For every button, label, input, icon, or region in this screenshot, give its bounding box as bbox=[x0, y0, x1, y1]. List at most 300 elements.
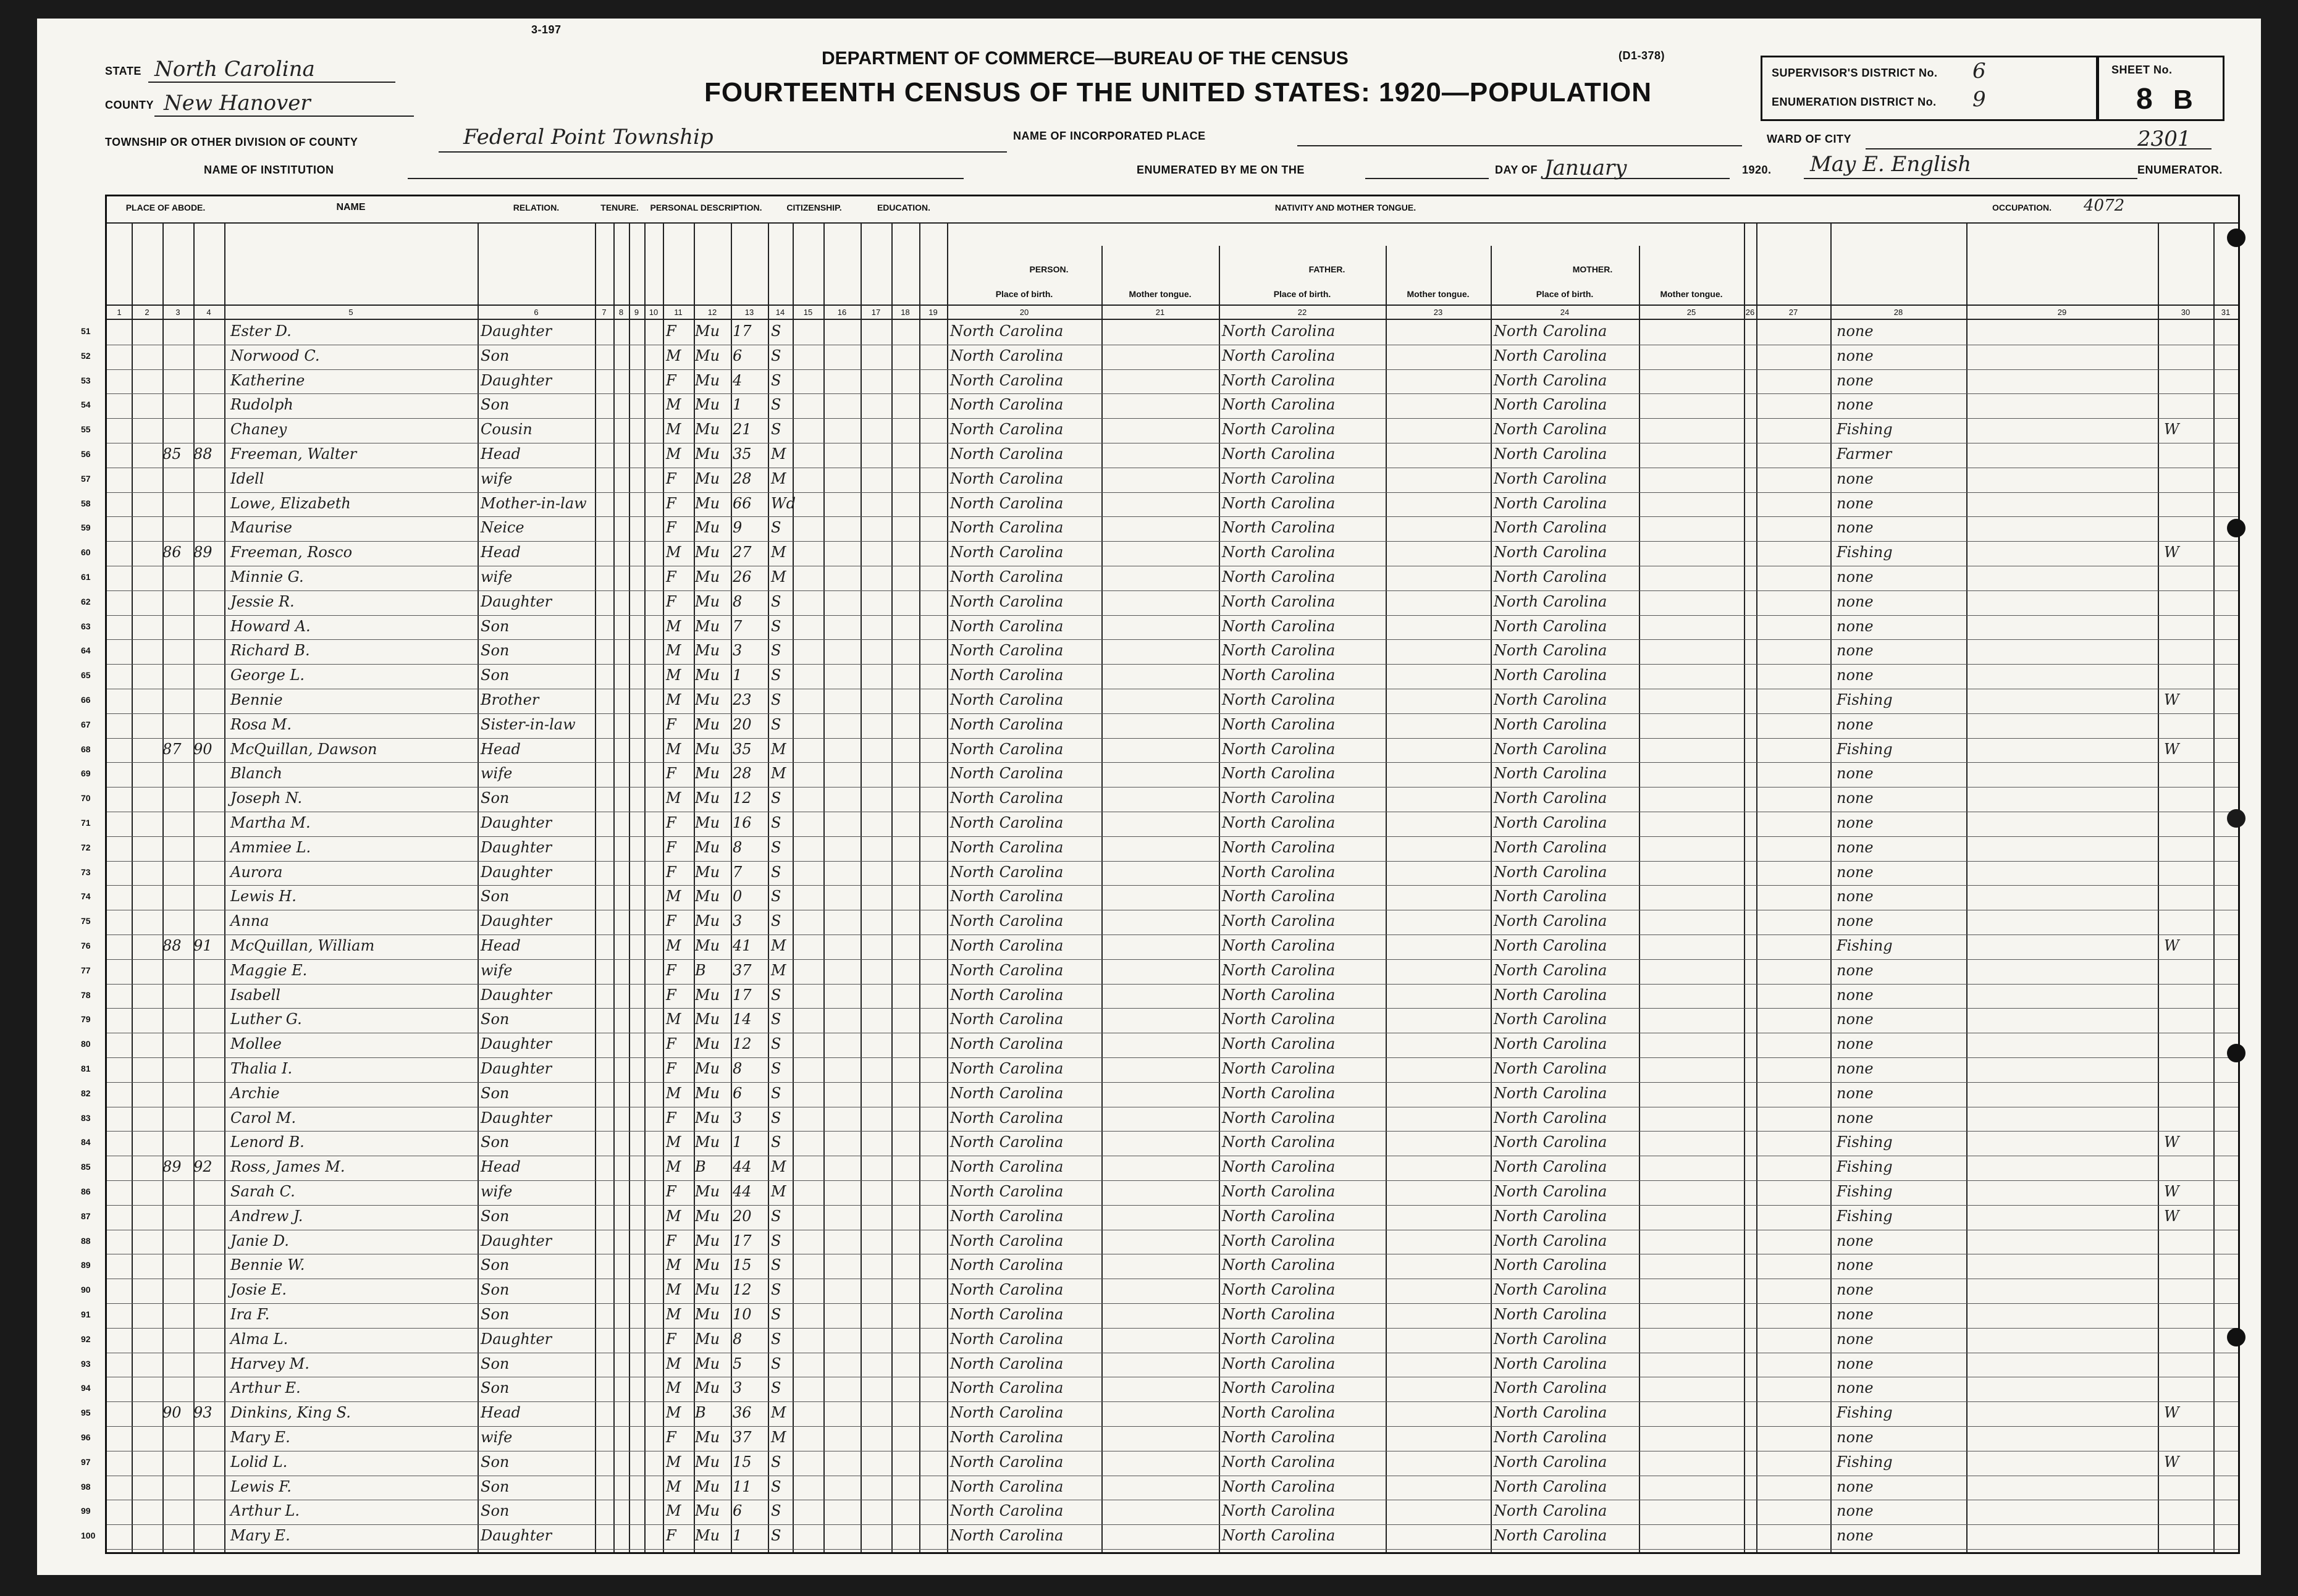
row-number: 55 bbox=[81, 424, 91, 435]
cell-pob: North Carolina bbox=[950, 1379, 1064, 1397]
cell-name: Howard A. bbox=[230, 617, 311, 635]
cell-race: Mu bbox=[695, 1207, 720, 1225]
cell-sex: F bbox=[666, 765, 676, 783]
cell-sex: M bbox=[666, 1256, 681, 1274]
cell-occ: none bbox=[1837, 986, 1874, 1004]
column-number: 28 bbox=[1893, 308, 1903, 317]
cell-pob: North Carolina bbox=[950, 715, 1064, 733]
cell-rel: wife bbox=[481, 961, 513, 979]
cell-rel: Daughter bbox=[481, 322, 552, 340]
binder-hole bbox=[2227, 809, 2245, 828]
cell-sex: M bbox=[666, 346, 681, 364]
row-number: 80 bbox=[81, 1039, 91, 1049]
row-number: 53 bbox=[81, 375, 91, 385]
sheet-box bbox=[2097, 56, 2224, 121]
cell-sex: M bbox=[666, 937, 681, 954]
cell-fpob: North Carolina bbox=[1222, 715, 1336, 733]
cell-fpob: North Carolina bbox=[1222, 1379, 1336, 1397]
cell-fpob: North Carolina bbox=[1222, 396, 1336, 414]
cell-ms: S bbox=[771, 1453, 781, 1471]
cell-pob: North Carolina bbox=[950, 1183, 1064, 1200]
cell-ms: S bbox=[771, 1035, 781, 1053]
cell-mpob: North Carolina bbox=[1494, 1183, 1607, 1200]
cell-rel: Head bbox=[481, 937, 521, 954]
cell-age: 44 bbox=[733, 1158, 752, 1176]
cell-pob: North Carolina bbox=[950, 1109, 1064, 1127]
township-underline bbox=[439, 151, 1007, 153]
cell-rel: Daughter bbox=[481, 912, 552, 930]
cell-fpob: North Carolina bbox=[1222, 1306, 1336, 1323]
subsection-person: PERSON. bbox=[1029, 264, 1069, 274]
cell-rel: Daughter bbox=[481, 1232, 552, 1250]
cell-pob: North Carolina bbox=[950, 1330, 1064, 1348]
cell-age: 20 bbox=[733, 715, 752, 733]
cell-sex: F bbox=[666, 961, 676, 979]
column-number: 17 bbox=[871, 308, 881, 317]
cell-race: Mu bbox=[695, 617, 720, 635]
cell-pob: North Carolina bbox=[950, 519, 1064, 537]
cell-race: Mu bbox=[695, 1453, 720, 1471]
cell-race: Mu bbox=[695, 1477, 720, 1495]
column-number: 5 bbox=[348, 308, 353, 317]
cell-age: 20 bbox=[733, 1207, 752, 1225]
occupation-stamp: 4072 bbox=[2084, 196, 2125, 215]
cell-age: 4 bbox=[733, 371, 743, 389]
cell-race: Mu bbox=[695, 1010, 720, 1028]
cell-fpob: North Carolina bbox=[1222, 1232, 1336, 1250]
cell-sex: F bbox=[666, 494, 676, 512]
cell-ind: W bbox=[2164, 544, 2179, 561]
column-number: 8 bbox=[618, 308, 624, 317]
cell-mpob: North Carolina bbox=[1494, 346, 1607, 364]
cell-race: Mu bbox=[695, 1306, 720, 1323]
cell-race: Mu bbox=[695, 666, 720, 684]
cell-mpob: North Carolina bbox=[1494, 1404, 1607, 1422]
cell-pob: North Carolina bbox=[950, 469, 1064, 487]
day-underline bbox=[1365, 178, 1489, 179]
cell-age: 28 bbox=[733, 765, 752, 783]
cell-rel: wife bbox=[481, 1183, 513, 1200]
cell-occ: Fishing bbox=[1837, 544, 1893, 561]
cell-mpob: North Carolina bbox=[1494, 1477, 1607, 1495]
column-number: 15 bbox=[803, 308, 813, 317]
cell-fam: 89 bbox=[193, 544, 213, 561]
cell-name: Thalia I. bbox=[230, 1060, 293, 1077]
cell-race: Mu bbox=[695, 912, 720, 930]
cell-race: Mu bbox=[695, 346, 720, 364]
incorporated-underline bbox=[1297, 145, 1742, 146]
column-line bbox=[1101, 246, 1103, 1552]
cell-rel: Head bbox=[481, 445, 521, 463]
cell-name: Martha M. bbox=[230, 814, 311, 831]
cell-race: Mu bbox=[695, 396, 720, 414]
cell-fpob: North Carolina bbox=[1222, 494, 1336, 512]
cell-pob: North Carolina bbox=[950, 1060, 1064, 1077]
cell-name: Carol M. bbox=[230, 1109, 297, 1127]
cell-occ: Fishing bbox=[1837, 937, 1893, 954]
cell-rel: Head bbox=[481, 1404, 521, 1422]
cell-fam: 91 bbox=[193, 937, 213, 954]
cell-age: 1 bbox=[733, 666, 743, 684]
cell-fpob: North Carolina bbox=[1222, 544, 1336, 561]
binder-hole bbox=[2227, 1044, 2245, 1062]
cell-age: 5 bbox=[733, 1354, 743, 1372]
cell-pob: North Carolina bbox=[950, 789, 1064, 807]
cell-mpob: North Carolina bbox=[1494, 986, 1607, 1004]
column-number: 21 bbox=[1155, 308, 1165, 317]
cell-name: Norwood C. bbox=[230, 346, 320, 364]
cell-sex: F bbox=[666, 1232, 676, 1250]
cell-name: Dinkins, King S. bbox=[230, 1404, 351, 1422]
column-number: 12 bbox=[707, 308, 717, 317]
cell-ms: M bbox=[771, 1183, 786, 1200]
cell-fam: 92 bbox=[193, 1158, 213, 1176]
cell-race: Mu bbox=[695, 1232, 720, 1250]
cell-ms: M bbox=[771, 937, 786, 954]
cell-name: Maurise bbox=[230, 519, 293, 537]
cell-name: Aurora bbox=[230, 863, 283, 881]
row-number: 82 bbox=[81, 1088, 91, 1098]
township-label: TOWNSHIP OR OTHER DIVISION OF COUNTY bbox=[105, 136, 358, 148]
cell-rel: Son bbox=[481, 1306, 510, 1323]
cell-race: Mu bbox=[695, 1527, 720, 1545]
row-number: 88 bbox=[81, 1235, 91, 1246]
row-number: 81 bbox=[81, 1064, 91, 1073]
cell-fpob: North Carolina bbox=[1222, 1060, 1336, 1077]
cell-sex: F bbox=[666, 592, 676, 610]
cell-occ: none bbox=[1837, 617, 1874, 635]
cell-rel: Daughter bbox=[481, 863, 552, 881]
cell-occ: none bbox=[1837, 592, 1874, 610]
sheet-letter: B bbox=[2173, 85, 2193, 115]
cell-rel: Son bbox=[481, 666, 510, 684]
cell-dw: 88 bbox=[162, 937, 182, 954]
cell-fpob: North Carolina bbox=[1222, 863, 1336, 881]
cell-pob: North Carolina bbox=[950, 814, 1064, 831]
cell-ms: S bbox=[771, 1133, 781, 1151]
cell-sex: F bbox=[666, 1183, 676, 1200]
cell-mpob: North Carolina bbox=[1494, 1354, 1607, 1372]
cell-dw: 90 bbox=[162, 1404, 182, 1422]
cell-fpob: North Carolina bbox=[1222, 1330, 1336, 1348]
cell-mpob: North Carolina bbox=[1494, 592, 1607, 610]
column-number: 23 bbox=[1433, 308, 1443, 317]
cell-pob: North Carolina bbox=[950, 322, 1064, 340]
cell-ind: W bbox=[2164, 691, 2179, 708]
header-divider bbox=[107, 304, 2238, 306]
cell-name: Ammiee L. bbox=[230, 838, 311, 856]
cell-sex: F bbox=[666, 814, 676, 831]
cell-mpob: North Carolina bbox=[1494, 1207, 1607, 1225]
cell-race: Mu bbox=[695, 592, 720, 610]
cell-age: 11 bbox=[733, 1477, 752, 1495]
cell-pob: North Carolina bbox=[950, 1232, 1064, 1250]
cell-sex: M bbox=[666, 1010, 681, 1028]
cell-mpob: North Carolina bbox=[1494, 1232, 1607, 1250]
cell-pob: North Carolina bbox=[950, 1207, 1064, 1225]
cell-race: Mu bbox=[695, 1084, 720, 1102]
cell-ms: S bbox=[771, 863, 781, 881]
cell-rel: Head bbox=[481, 1158, 521, 1176]
cell-name: Arthur E. bbox=[230, 1379, 301, 1397]
cell-sex: F bbox=[666, 986, 676, 1004]
cell-age: 12 bbox=[733, 789, 752, 807]
cell-fpob: North Carolina bbox=[1222, 1010, 1336, 1028]
cell-name: Mollee bbox=[230, 1035, 282, 1053]
cell-fam: 90 bbox=[193, 740, 213, 758]
cell-fpob: North Carolina bbox=[1222, 617, 1336, 635]
cell-age: 15 bbox=[733, 1453, 752, 1471]
cell-fpob: North Carolina bbox=[1222, 568, 1336, 586]
cell-fpob: North Carolina bbox=[1222, 1527, 1336, 1545]
cell-age: 12 bbox=[733, 1281, 752, 1299]
cell-age: 28 bbox=[733, 469, 752, 487]
row-number: 52 bbox=[81, 350, 91, 361]
cell-race: Mu bbox=[695, 469, 720, 487]
cell-age: 9 bbox=[733, 519, 743, 537]
cell-mpob: North Carolina bbox=[1494, 863, 1607, 881]
column-number: 19 bbox=[928, 308, 938, 317]
cell-pob: North Carolina bbox=[950, 765, 1064, 783]
cell-occ: Fishing bbox=[1837, 1404, 1893, 1422]
cell-rel: Son bbox=[481, 1133, 510, 1151]
cell-fpob: North Carolina bbox=[1222, 1207, 1336, 1225]
cell-rel: Sister-in-law bbox=[481, 715, 576, 733]
cell-pob: North Carolina bbox=[950, 421, 1064, 439]
cell-ms: S bbox=[771, 1256, 781, 1274]
cell-sex: M bbox=[666, 1502, 681, 1520]
cell-name: Luther G. bbox=[230, 1010, 302, 1028]
cell-sex: M bbox=[666, 740, 681, 758]
cell-sex: F bbox=[666, 371, 676, 389]
row-number: 54 bbox=[81, 400, 91, 410]
cell-sex: F bbox=[666, 1330, 676, 1348]
cell-rel: wife bbox=[481, 765, 513, 783]
pob-person-header: Place of birth. bbox=[995, 289, 1053, 299]
cell-age: 17 bbox=[733, 986, 752, 1004]
tongue-person-header: Mother tongue. bbox=[1129, 289, 1192, 299]
cell-occ: none bbox=[1837, 1281, 1874, 1299]
cell-ms: M bbox=[771, 961, 786, 979]
cell-sex: M bbox=[666, 1133, 681, 1151]
cell-mpob: North Carolina bbox=[1494, 519, 1607, 537]
cell-rel: Daughter bbox=[481, 1527, 552, 1545]
row-number: 64 bbox=[81, 645, 91, 656]
cell-pob: North Carolina bbox=[950, 1158, 1064, 1176]
row-number: 51 bbox=[81, 326, 91, 336]
year: 1920. bbox=[1742, 164, 1772, 176]
cell-mpob: North Carolina bbox=[1494, 1133, 1607, 1151]
cell-fpob: North Carolina bbox=[1222, 765, 1336, 783]
cell-age: 1 bbox=[733, 1133, 743, 1151]
district-box bbox=[1761, 56, 2098, 121]
column-number: 10 bbox=[649, 308, 659, 317]
cell-rel: wife bbox=[481, 469, 513, 487]
cell-mpob: North Carolina bbox=[1494, 1010, 1607, 1028]
row-number: 75 bbox=[81, 916, 91, 926]
column-number: 4 bbox=[206, 308, 211, 317]
cell-pob: North Carolina bbox=[950, 1354, 1064, 1372]
cell-rel: Mother-in-law bbox=[481, 494, 587, 512]
cell-occ: Fishing bbox=[1837, 1207, 1893, 1225]
cell-name: Bennie bbox=[230, 691, 283, 708]
row-number: 69 bbox=[81, 768, 91, 779]
row-number: 90 bbox=[81, 1285, 91, 1295]
cell-pob: North Carolina bbox=[950, 642, 1064, 660]
cell-fpob: North Carolina bbox=[1222, 642, 1336, 660]
cell-name: Lenord B. bbox=[230, 1133, 305, 1151]
cell-occ: none bbox=[1837, 715, 1874, 733]
cell-occ: none bbox=[1837, 1477, 1874, 1495]
cell-occ: none bbox=[1837, 1109, 1874, 1127]
cell-pob: North Carolina bbox=[950, 1429, 1064, 1446]
row-number: 97 bbox=[81, 1456, 91, 1467]
row-number: 87 bbox=[81, 1211, 91, 1221]
cell-rel: Son bbox=[481, 1281, 510, 1299]
cell-rel: Daughter bbox=[481, 1035, 552, 1053]
cell-sex: M bbox=[666, 1306, 681, 1323]
cell-mpob: North Carolina bbox=[1494, 740, 1607, 758]
cell-occ: none bbox=[1837, 1306, 1874, 1323]
cell-mpob: North Carolina bbox=[1494, 1527, 1607, 1545]
cell-race: Mu bbox=[695, 715, 720, 733]
cell-occ: none bbox=[1837, 888, 1874, 905]
cell-rel: Son bbox=[481, 1084, 510, 1102]
cell-fpob: North Carolina bbox=[1222, 1256, 1336, 1274]
state-value: North Carolina bbox=[154, 57, 315, 82]
cell-fam: 93 bbox=[193, 1404, 213, 1422]
cell-occ: Farmer bbox=[1837, 445, 1892, 463]
cell-race: Mu bbox=[695, 1330, 720, 1348]
binder-hole bbox=[2227, 1328, 2245, 1346]
cell-fpob: North Carolina bbox=[1222, 838, 1336, 856]
tongue-father-header: Mother tongue. bbox=[1407, 289, 1470, 299]
column-number: 16 bbox=[837, 308, 847, 317]
cell-dw: 87 bbox=[162, 740, 182, 758]
cell-age: 7 bbox=[733, 617, 743, 635]
cell-name: Rosa M. bbox=[230, 715, 292, 733]
cell-ms: S bbox=[771, 789, 781, 807]
cell-race: Mu bbox=[695, 1379, 720, 1397]
cell-pob: North Carolina bbox=[950, 1477, 1064, 1495]
cell-pob: North Carolina bbox=[950, 371, 1064, 389]
cell-race: B bbox=[695, 1158, 706, 1176]
section-abode: PLACE OF ABODE. bbox=[125, 203, 206, 212]
cell-name: Bennie W. bbox=[230, 1256, 305, 1274]
cell-ms: S bbox=[771, 1330, 781, 1348]
cell-age: 6 bbox=[733, 1084, 743, 1102]
cell-mpob: North Carolina bbox=[1494, 396, 1607, 414]
cell-rel: Son bbox=[481, 396, 510, 414]
cell-occ: none bbox=[1837, 396, 1874, 414]
cell-rel: Head bbox=[481, 544, 521, 561]
cell-rel: Son bbox=[481, 1379, 510, 1397]
cell-sex: M bbox=[666, 1281, 681, 1299]
cell-pob: North Carolina bbox=[950, 1404, 1064, 1422]
cell-mpob: North Carolina bbox=[1494, 888, 1607, 905]
cell-pob: North Carolina bbox=[950, 1133, 1064, 1151]
cell-age: 12 bbox=[733, 1035, 752, 1053]
cell-name: Chaney bbox=[230, 421, 287, 439]
enumerated-label: ENUMERATED BY ME ON THE bbox=[1137, 164, 1305, 176]
cell-mpob: North Carolina bbox=[1494, 494, 1607, 512]
section-relation: RELATION. bbox=[513, 203, 560, 212]
row-number: 79 bbox=[81, 1014, 91, 1025]
cell-sex: F bbox=[666, 568, 676, 586]
cell-age: 10 bbox=[733, 1306, 752, 1323]
column-number: 30 bbox=[2181, 308, 2191, 317]
cell-sex: M bbox=[666, 789, 681, 807]
cell-pob: North Carolina bbox=[950, 568, 1064, 586]
cell-age: 35 bbox=[733, 445, 752, 463]
row-number: 84 bbox=[81, 1137, 91, 1148]
enumerator-label: ENUMERATOR. bbox=[2137, 164, 2223, 176]
cell-name: McQuillan, William bbox=[230, 937, 375, 954]
cell-occ: none bbox=[1837, 765, 1874, 783]
cell-fpob: North Carolina bbox=[1222, 1453, 1336, 1471]
cell-rel: Daughter bbox=[481, 371, 552, 389]
cell-ind: W bbox=[2164, 421, 2179, 439]
cell-ind: W bbox=[2164, 740, 2179, 758]
cell-fpob: North Carolina bbox=[1222, 445, 1336, 463]
cell-sex: M bbox=[666, 1354, 681, 1372]
cell-occ: Fishing bbox=[1837, 1183, 1893, 1200]
row-number: 67 bbox=[81, 719, 91, 729]
cell-ms: S bbox=[771, 396, 781, 414]
cell-sex: F bbox=[666, 322, 676, 340]
row-number: 60 bbox=[81, 547, 91, 558]
cell-ms: S bbox=[771, 421, 781, 439]
cell-age: 37 bbox=[733, 1429, 752, 1446]
cell-mpob: North Carolina bbox=[1494, 642, 1607, 660]
cell-dw: 86 bbox=[162, 544, 182, 561]
cell-pob: North Carolina bbox=[950, 617, 1064, 635]
cell-age: 21 bbox=[733, 421, 752, 439]
cell-race: Mu bbox=[695, 789, 720, 807]
cell-mpob: North Carolina bbox=[1494, 617, 1607, 635]
cell-name: Sarah C. bbox=[230, 1183, 295, 1200]
cell-name: Josie E. bbox=[230, 1281, 287, 1299]
cell-pob: North Carolina bbox=[950, 986, 1064, 1004]
cell-sex: M bbox=[666, 445, 681, 463]
cell-rel: wife bbox=[481, 568, 513, 586]
cell-ms: S bbox=[771, 1477, 781, 1495]
cell-occ: none bbox=[1837, 494, 1874, 512]
cell-fpob: North Carolina bbox=[1222, 1354, 1336, 1372]
cell-mpob: North Carolina bbox=[1494, 814, 1607, 831]
cell-race: Mu bbox=[695, 1502, 720, 1520]
cell-sex: F bbox=[666, 863, 676, 881]
cell-race: B bbox=[695, 961, 706, 979]
cell-pob: North Carolina bbox=[950, 888, 1064, 905]
cell-occ: none bbox=[1837, 666, 1874, 684]
cell-race: Mu bbox=[695, 888, 720, 905]
cell-age: 27 bbox=[733, 544, 752, 561]
cell-age: 66 bbox=[733, 494, 752, 512]
cell-name: Mary E. bbox=[230, 1527, 290, 1545]
row-number: 99 bbox=[81, 1506, 91, 1516]
column-number: 11 bbox=[674, 308, 683, 317]
cell-race: Mu bbox=[695, 642, 720, 660]
cell-ms: S bbox=[771, 1502, 781, 1520]
cell-fpob: North Carolina bbox=[1222, 814, 1336, 831]
cell-dw: 89 bbox=[162, 1158, 182, 1176]
cell-pob: North Carolina bbox=[950, 544, 1064, 561]
cell-age: 15 bbox=[733, 1256, 752, 1274]
institution-label: NAME OF INSTITUTION bbox=[204, 164, 334, 176]
cell-mpob: North Carolina bbox=[1494, 1502, 1607, 1520]
cell-name: Lolid L. bbox=[230, 1453, 288, 1471]
